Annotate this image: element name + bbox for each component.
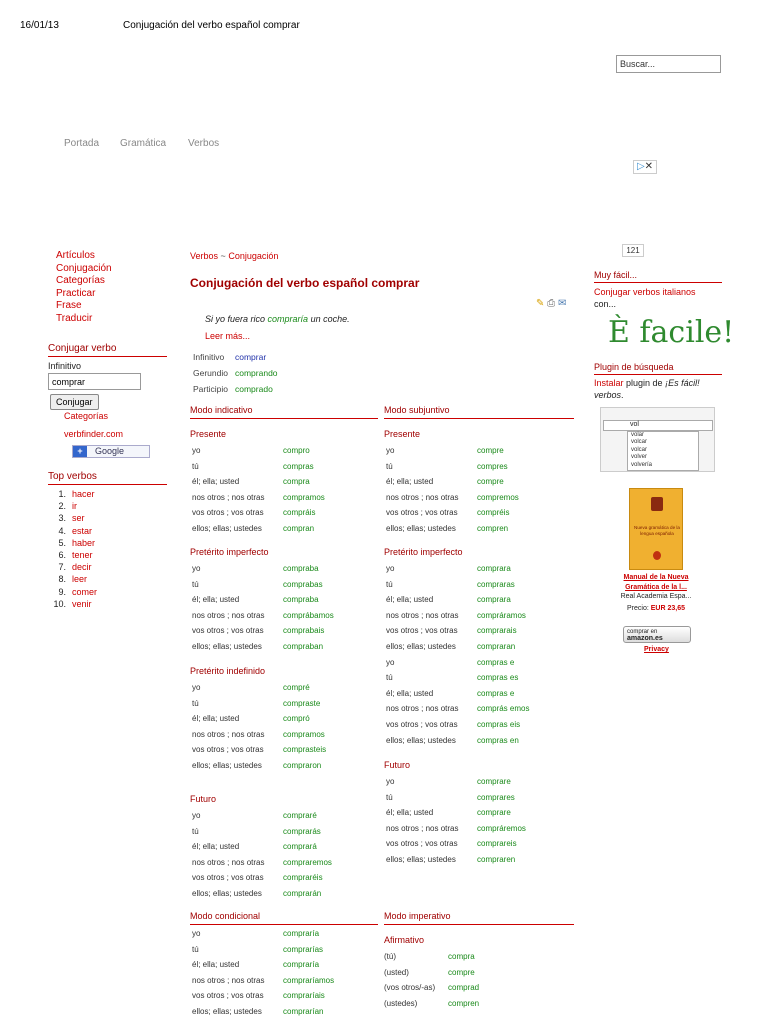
plus-icon: + — [73, 446, 87, 457]
conjugation-row — [192, 988, 334, 1004]
conjugation-row — [192, 680, 326, 696]
print-date: 16/01/13 — [20, 20, 59, 31]
sub-imperfecto-table — [386, 561, 529, 748]
person-label: él; ella; usted — [386, 808, 434, 818]
person-label: (ustedes) — [384, 998, 418, 1008]
conjugated-form: compraron — [283, 760, 322, 770]
plugin-suggestion: volver — [631, 454, 648, 461]
document-title: Conjugación del verbo español comprar — [123, 20, 300, 31]
conjugation-row — [192, 742, 326, 758]
top-verb-link[interactable]: ir — [72, 501, 77, 512]
person-label: tú — [192, 698, 199, 708]
muy-facil-heading: Muy fácil... — [594, 270, 722, 283]
top-verb-item[interactable] — [50, 549, 160, 561]
conjugation-row — [192, 758, 326, 774]
conjugation-row — [386, 490, 519, 506]
conjugation-row — [192, 608, 334, 624]
person-label: ellos; ellas; ustedes — [192, 760, 262, 770]
nav-traducir[interactable]: Traducir — [56, 312, 93, 324]
person-label: vos otros ; vos otras — [192, 745, 264, 755]
person-label: tú — [386, 461, 393, 471]
conjugation-row — [192, 561, 334, 577]
conjugated-form: comprara — [477, 564, 511, 573]
conjugation-row — [386, 459, 519, 475]
top-verb-link[interactable]: venir — [72, 598, 92, 609]
book-cover-title: Nueva gramática de la lengua española — [634, 525, 680, 536]
conjugation-row — [192, 623, 334, 639]
plugin-suggestions — [627, 431, 699, 471]
top-verb-rank: 1. — [58, 489, 66, 499]
person-label: yo — [192, 929, 201, 938]
verb-form-value[interactable]: comprado — [235, 383, 273, 394]
google-plus-button[interactable] — [72, 445, 150, 458]
ind-indefinido-table — [192, 680, 326, 774]
person-label: ellos; ellas; ustedes — [386, 735, 456, 745]
conjugated-form: comprareis — [477, 839, 517, 849]
ind-presente-title: Presente — [190, 429, 227, 439]
conjugar-button[interactable]: Conjugar — [50, 394, 99, 410]
plugin-suggestion: volcar — [631, 439, 648, 446]
person-label: tú — [386, 579, 393, 589]
top-verb-item[interactable] — [50, 537, 160, 549]
conjugated-form: compren — [448, 998, 480, 1008]
conjugation-row — [192, 577, 334, 593]
conjugation-row — [386, 561, 529, 577]
conjugated-form: compremos — [477, 492, 519, 502]
conjugated-form: compras e — [477, 688, 515, 698]
conjugation-row — [386, 577, 529, 593]
top-verb-link[interactable]: hacer — [72, 489, 95, 499]
top-verb-item[interactable] — [50, 488, 160, 500]
top-verb-rank: 3. — [58, 513, 66, 524]
condicional-table — [192, 926, 334, 1020]
conjugation-row — [386, 608, 529, 624]
conjugated-form: comprarías — [283, 944, 324, 954]
ind-imperfecto-table — [192, 561, 334, 655]
top-verb-rank: 7. — [58, 562, 66, 573]
top-verb-item[interactable] — [50, 598, 160, 610]
conjugation-row — [386, 505, 519, 521]
person-label: ellos; ellas; ustedes — [386, 854, 456, 864]
person-label: él; ella; usted — [192, 842, 240, 852]
conjugated-form: compraban — [283, 641, 324, 651]
verb-form-value[interactable]: comprar — [235, 352, 267, 362]
modo-indicativo-heading: Modo indicativo — [190, 405, 378, 419]
verb-form-value[interactable]: comprando — [235, 367, 278, 378]
emblem-icon — [653, 551, 661, 560]
conjugation-row — [192, 942, 334, 958]
top-verb-item[interactable] — [50, 500, 160, 512]
topnav-verbos[interactable]: Verbos — [188, 138, 220, 149]
sub-futuro-title: Futuro — [384, 760, 411, 770]
plugin-screenshot — [600, 407, 715, 472]
conjugation-row — [386, 852, 526, 868]
conjugation-row — [386, 592, 529, 608]
person-label: (vos otros/-as) — [384, 983, 436, 993]
conjugated-form: comprabas — [283, 579, 323, 589]
conjugated-form: compraríais — [283, 991, 325, 1001]
top-verb-item[interactable] — [50, 586, 160, 598]
person-label: él; ella; usted — [386, 688, 434, 698]
con-text: con... — [594, 298, 617, 309]
person-label: nos otros ; nos otras — [192, 492, 265, 502]
verb-forms — [193, 350, 278, 397]
person-label: él; ella; usted — [192, 960, 240, 970]
conjugation-row — [384, 980, 479, 996]
person-label: tú — [192, 579, 199, 589]
conjugation-row — [386, 717, 529, 733]
conjugation-row — [386, 655, 529, 671]
person-label: nos otros ; nos otras — [192, 729, 265, 739]
person-label: nos otros ; nos otras — [192, 975, 265, 985]
person-label: yo — [192, 564, 201, 573]
conjugated-form: comprare — [477, 777, 511, 786]
conjugation-row — [192, 474, 325, 490]
conjugated-form: compraba — [283, 595, 319, 605]
person-label: ellos; ellas; ustedes — [192, 523, 262, 533]
top-verb-rank: 8. — [58, 574, 66, 585]
person-label: tú — [386, 673, 393, 683]
conjugated-form: compra — [448, 952, 475, 961]
person-label: tú — [386, 792, 393, 802]
topnav-gramatica[interactable]: Gramática — [120, 138, 167, 149]
conjugated-form: compraríamos — [283, 975, 335, 985]
person-label: ellos; ellas; ustedes — [192, 888, 262, 898]
verb-form-row — [193, 350, 278, 366]
conjugated-form: compraras — [477, 579, 515, 589]
person-label: vos otros ; vos otras — [192, 508, 264, 518]
ind-futuro-table — [192, 808, 332, 902]
conjugated-form: compraré — [283, 811, 317, 820]
conjugation-row — [386, 701, 529, 717]
book-cover[interactable] — [629, 488, 683, 570]
person-label: yo — [386, 564, 395, 573]
conjugated-form: compres — [477, 461, 508, 471]
conjugated-form: comprarán — [283, 888, 322, 898]
person-label: yo — [192, 811, 201, 820]
person-label: vos otros ; vos otras — [192, 873, 264, 883]
person-label: él; ella; usted — [386, 595, 434, 605]
sub-imperfecto-title: Pretérito imperfecto — [384, 547, 463, 557]
conjugation-row — [386, 521, 519, 537]
conjugation-row — [192, 824, 332, 840]
conjugation-row — [386, 733, 529, 749]
nav-conjugacion[interactable]: Conjugación — [56, 262, 112, 274]
conjugated-form: compras eis — [477, 719, 521, 729]
person-label: él; ella; usted — [386, 477, 434, 487]
person-label: yo — [192, 446, 201, 455]
sub-presente-table — [386, 443, 519, 537]
person-label: nos otros ; nos otras — [192, 610, 265, 620]
nav-frase[interactable]: Frase — [56, 300, 82, 312]
person-label: ellos; ellas; ustedes — [192, 641, 262, 651]
pencil-icon[interactable]: ✎ — [536, 298, 545, 309]
book-price: Precio: EUR 23,65 — [627, 605, 685, 612]
top-verb-link[interactable]: leer — [72, 574, 88, 585]
plugin-text: Instalar plugin de ¡Es fácil! verbos. — [594, 378, 700, 400]
conjugation-row — [386, 670, 529, 686]
person-label: nos otros ; nos otras — [192, 857, 265, 867]
conjugation-row — [192, 1004, 334, 1020]
conjugation-row — [192, 870, 332, 886]
verb-form-label: Participio — [193, 383, 228, 394]
conjugated-form: comprábamos — [283, 610, 334, 620]
conjugated-form: compran — [283, 523, 315, 533]
person-label: vos otros ; vos otras — [386, 839, 458, 849]
conjugated-form: comprasteis — [283, 745, 327, 755]
sub-futuro-table — [386, 774, 526, 868]
breadcrumb-conjugacion[interactable]: Conjugación — [228, 251, 279, 261]
conjugation-row — [192, 808, 332, 824]
person-label: ellos; ellas; ustedes — [386, 641, 456, 651]
ind-presente-table — [192, 443, 325, 537]
email-icon[interactable]: ✉ — [557, 298, 567, 309]
modo-imperativo-heading: Modo imperativo — [384, 911, 574, 925]
conjugar-italianos-link[interactable]: Conjugar verbos italianos — [594, 287, 696, 297]
person-label: (tú) — [384, 952, 396, 961]
top-verb-link[interactable]: haber — [72, 537, 96, 548]
leer-mas-link[interactable]: Leer más... — [205, 331, 251, 341]
modo-subjuntivo-heading: Modo subjuntivo — [384, 405, 574, 419]
plugin-search-box: vol — [603, 420, 713, 431]
conjugated-form: comprará — [283, 842, 317, 852]
top-verb-rank: 2. — [58, 501, 66, 512]
top-verb-item[interactable] — [50, 573, 160, 585]
person-label: él; ella; usted — [192, 714, 240, 724]
verb-input[interactable]: comprar — [48, 373, 141, 390]
left-nav — [56, 250, 166, 326]
conjugation-row — [386, 474, 519, 490]
top-verb-rank: 10. — [53, 598, 66, 609]
top-verb-link[interactable]: decir — [72, 562, 92, 573]
ind-indefinido-title: Pretérito indefinido — [190, 666, 266, 676]
person-label: él; ella; usted — [192, 595, 240, 605]
conjugated-form: compre — [477, 477, 504, 487]
conjugated-form: compras e — [477, 657, 515, 667]
ind-imperfecto-title: Pretérito imperfecto — [190, 547, 269, 557]
conjugated-form: comprad — [448, 983, 480, 993]
e-facile-logo[interactable]: È facile! — [608, 315, 735, 350]
conjugated-form: compraremos — [283, 857, 332, 867]
toolbar-icons — [536, 298, 566, 309]
person-label: nos otros ; nos otras — [386, 492, 459, 502]
infinitivo-label: Infinitivo — [48, 361, 82, 371]
person-label: vos otros ; vos otras — [192, 626, 264, 636]
conjugated-form: compraran — [477, 641, 516, 651]
conjugated-form: comprás emos — [477, 704, 530, 714]
person-label: tú — [192, 826, 199, 836]
conjugation-row — [386, 836, 526, 852]
top-verb-item[interactable] — [50, 525, 160, 537]
person-label: nos otros ; nos otras — [386, 610, 459, 620]
plugin-suggestion: volcar — [631, 446, 648, 453]
google-label: Google — [95, 446, 125, 456]
plugin-heading: Plugin de búsqueda — [594, 362, 722, 375]
ad-choices-icon[interactable]: ▷✕ — [633, 160, 657, 174]
conjugated-form: compre — [477, 446, 504, 455]
afirmativo-title: Afirmativo — [384, 935, 425, 945]
top-verb-item[interactable] — [50, 561, 160, 573]
top-verb-rank: 9. — [58, 586, 66, 597]
conjugation-row — [192, 886, 332, 902]
conjugated-form: compraren — [477, 854, 516, 864]
breadcrumb-verbos[interactable]: Verbos — [190, 251, 219, 261]
conjugation-row — [192, 459, 325, 475]
conjugated-form: compre — [448, 967, 475, 977]
muy-facil-text — [594, 287, 722, 310]
person-label: ellos; ellas; ustedes — [386, 523, 456, 533]
top-verb-link[interactable]: comer — [72, 586, 98, 597]
top-verb-link[interactable]: estar — [72, 525, 93, 536]
person-label: yo — [192, 683, 201, 692]
print-icon[interactable]: ⎙ — [547, 298, 556, 309]
person-label: yo — [386, 446, 395, 455]
person-label: (usted) — [384, 967, 409, 977]
top-verbos-heading: Top verbos — [48, 471, 167, 485]
nav-articulos[interactable]: Artículos — [56, 250, 95, 261]
conjugation-row — [386, 821, 526, 837]
verb-form-row — [193, 382, 278, 398]
conjugated-form: compraba — [283, 564, 319, 573]
person-label: vos otros ; vos otras — [386, 626, 458, 636]
conjugation-row — [386, 774, 526, 790]
conjugation-row — [192, 639, 334, 655]
conjugation-row — [386, 686, 529, 702]
top-verb-link[interactable]: tener — [72, 550, 93, 561]
conjugation-row — [386, 805, 526, 821]
conjugated-form: compráremos — [477, 823, 526, 833]
conjugation-row — [192, 696, 326, 712]
book-author: Real Academia Espa... — [620, 593, 692, 600]
conjugated-form: compréis — [477, 508, 510, 518]
plugin-suggestion: volar — [631, 432, 645, 438]
conjugation-row — [192, 592, 334, 608]
person-label: nos otros ; nos otras — [386, 823, 459, 833]
conjugar-heading: Conjugar verbo — [48, 343, 167, 357]
conjugation-row — [386, 790, 526, 806]
conjugated-form: comprarais — [477, 626, 517, 636]
nav-practicar[interactable]: Practicar — [56, 287, 96, 299]
seal-icon — [651, 497, 663, 511]
conjugation-row — [192, 839, 332, 855]
conjugated-form: compráramos — [477, 610, 526, 620]
top-verb-rank: 4. — [58, 525, 66, 536]
conjugation-row — [386, 623, 529, 639]
conjugated-form: compré — [283, 683, 310, 692]
amazon-buy-button[interactable]: comprar en amazon.es — [623, 626, 691, 643]
conjugation-row — [192, 973, 334, 989]
person-label: él; ella; usted — [192, 477, 240, 487]
person-label: tú — [192, 461, 199, 471]
conjugated-form: compraste — [283, 698, 321, 708]
conjugation-row — [192, 727, 326, 743]
book-link[interactable]: Manual de la Nueva Gramática de la l... — [623, 574, 689, 591]
conjugation-row — [386, 443, 519, 459]
share-counter: 121 — [622, 244, 644, 257]
conjugated-form: compraría — [283, 960, 320, 970]
conjugation-row — [192, 711, 326, 727]
conjugation-row — [386, 639, 529, 655]
conjugated-form: compra — [283, 477, 310, 487]
breadcrumb-sep: ~ — [220, 251, 226, 261]
plugin-suggestion: volvería — [631, 461, 653, 468]
person-label: yo — [386, 777, 395, 786]
person-label: vos otros ; vos otras — [386, 508, 458, 518]
conjugated-form: compras en — [477, 735, 519, 745]
conjugation-row — [192, 926, 334, 942]
person-label: vos otros ; vos otras — [386, 719, 458, 729]
verb-form-row — [193, 366, 278, 382]
categorias-link[interactable]: Categorías — [64, 411, 109, 421]
person-label: vos otros ; vos otras — [192, 991, 264, 1001]
conjugated-form: comprare — [477, 808, 511, 818]
breadcrumb — [190, 251, 278, 261]
conjugated-form: compro — [283, 446, 310, 455]
conjugated-form: compramos — [283, 492, 325, 502]
instalar-link[interactable]: Instalar — [594, 378, 624, 388]
search-input[interactable]: Buscar... — [616, 55, 721, 73]
person-label: yo — [386, 657, 395, 667]
imperativo-table — [384, 949, 479, 1011]
sub-presente-title: Presente — [384, 429, 421, 439]
privacy-link[interactable]: Privacy — [644, 646, 669, 653]
verb-form-label: Gerundio — [193, 367, 228, 378]
conjugation-row — [192, 855, 332, 871]
conjugation-row — [384, 965, 479, 981]
top-verb-rank: 5. — [58, 537, 66, 548]
conjugated-form: compras es — [477, 673, 519, 683]
conjugated-form: compró — [283, 714, 310, 724]
conjugation-row — [192, 521, 325, 537]
top-verbs-list — [50, 488, 160, 610]
top-verb-rank: 6. — [58, 550, 66, 561]
conjugated-form: compramos — [283, 729, 325, 739]
conjugation-row — [384, 949, 479, 965]
top-verb-item[interactable] — [50, 512, 160, 524]
conjugation-row — [192, 443, 325, 459]
conjugation-row — [384, 996, 479, 1012]
conjugated-form: comprarás — [283, 826, 321, 836]
conjugated-form: comprabais — [283, 626, 325, 636]
conjugated-form: compras — [283, 461, 314, 471]
conjugated-form: compraréis — [283, 873, 323, 883]
ind-futuro-title: Futuro — [190, 794, 217, 804]
example-sentence: Si yo fuera rico compraría un coche. — [205, 314, 350, 324]
conjugated-form: compren — [477, 523, 509, 533]
top-verb-link[interactable]: ser — [72, 513, 85, 524]
page-title: Conjugación del verbo español comprar — [190, 276, 420, 290]
person-label: ellos; ellas; ustedes — [192, 1006, 262, 1016]
verbfinder-link[interactable]: verbfinder.com — [64, 429, 124, 439]
nav-categorias[interactable]: Categorías — [56, 275, 105, 287]
conjugated-form: comprarían — [283, 1006, 324, 1016]
conjugation-row — [192, 490, 325, 506]
conjugated-form: compraría — [283, 929, 320, 938]
conjugation-row — [192, 957, 334, 973]
modo-condicional-heading: Modo condicional — [190, 911, 378, 925]
conjugated-form: comprares — [477, 792, 515, 802]
conjugation-row — [192, 505, 325, 521]
topnav-portada[interactable]: Portada — [64, 138, 100, 149]
conjugated-form: compráis — [283, 508, 316, 518]
verb-form-label: Infinitivo — [193, 352, 225, 362]
person-label: nos otros ; nos otras — [386, 704, 459, 714]
person-label: tú — [192, 944, 199, 954]
conjugated-form: comprara — [477, 595, 511, 605]
